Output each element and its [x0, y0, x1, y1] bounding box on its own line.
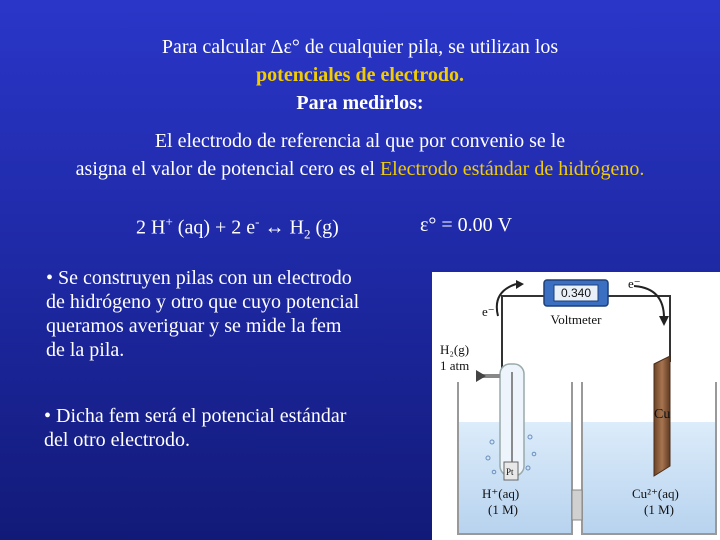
arrowhead [516, 280, 524, 289]
standard-potential: ε° = 0.00 V [420, 214, 513, 236]
cu-label: Cu [654, 407, 671, 422]
salt-bridge [572, 490, 582, 520]
eq-part: 2 H [136, 216, 166, 239]
arrowhead [659, 316, 669, 326]
bullet-fem [44, 404, 346, 452]
reference-line-1: El electrodo de referencia al que por convenio se le [154, 130, 566, 152]
gas-label: H₂(g) [440, 342, 470, 357]
right-wire [608, 296, 670, 362]
voltmeter-reading: 0.340 [560, 286, 592, 300]
gas-arrow [476, 370, 486, 382]
eq-part: (g) [310, 216, 339, 239]
reference-highlight: Electrodo estándar de hidrógeno. [379, 158, 645, 180]
eq-part: (aq) + 2 e [172, 216, 256, 239]
cell-illustration [432, 272, 720, 540]
left-solution-label: H⁺(aq) [482, 486, 520, 501]
electron-label-left: e⁻ [482, 304, 495, 319]
eq-sup: - [255, 214, 260, 229]
eq-sub: 2 [303, 226, 311, 242]
electron-label-right: e⁻ [628, 276, 641, 291]
bullet-line: de la pila. [46, 339, 125, 361]
gas-pressure: 1 atm [440, 358, 470, 373]
left-wire [502, 296, 544, 372]
eq-part: H [289, 216, 304, 239]
pt-label: Pt [506, 467, 514, 477]
bullet-line: • Dicha fem será el potencial estándar [44, 405, 347, 427]
bullet-line: del otro electrodo. [44, 429, 191, 451]
right-conc-label: (1 M) [644, 502, 674, 517]
reference-text: asigna el valor de potencial cero es el [75, 158, 380, 180]
intro-line: Para calcular Δε° de cualquier pila, se utilizan los [161, 36, 559, 58]
galvanic-cell-diagram [432, 272, 720, 540]
bullet-construct [46, 266, 359, 362]
right-solution-label: Cu²⁺(aq) [632, 486, 679, 501]
bullet-line: queramos averiguar y se mide la fem [46, 315, 342, 337]
bullet-line: de hidrógeno y otro que cuyo potencial [46, 291, 360, 313]
half-reaction [136, 214, 339, 243]
eq-arrow: ↔ [259, 216, 290, 239]
left-conc-label: (1 M) [488, 502, 518, 517]
voltmeter-label: Voltmeter [550, 312, 602, 327]
electron-flow-left-arrow [497, 284, 516, 316]
intro-subheading: Para medirlos: [296, 92, 424, 114]
eq-sup: + [165, 214, 173, 229]
reference-line-2 [0, 158, 720, 181]
intro-highlight: potenciales de electrodo. [256, 64, 464, 86]
bullet-line: • Se construyen pilas con un electrodo [46, 267, 352, 289]
